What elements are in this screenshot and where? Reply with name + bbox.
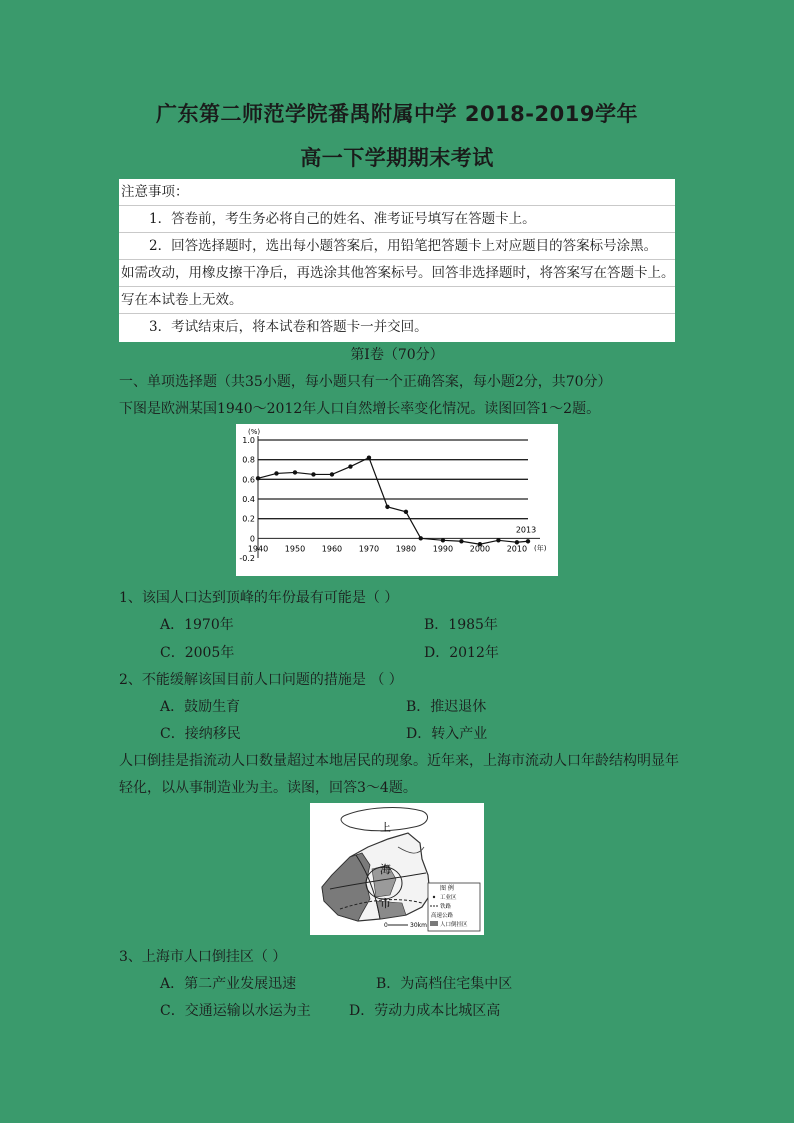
q1-option-d: D．2012年 — [424, 645, 499, 661]
x-tick-label: 1980 — [395, 544, 417, 554]
y-axis-label: (%) — [248, 428, 261, 436]
data-point — [348, 464, 352, 468]
map-intro-line2: 轻化，以从事制造业为主。读图，回答3～4题。 — [119, 780, 417, 796]
x-tick-label: 1950 — [284, 544, 306, 554]
map-intro-line1: 人口倒挂是指流动人口数量超过本地居民的现象。近年来，上海市流动人口年龄结构明显年 — [119, 753, 679, 769]
notice-row — [119, 314, 675, 341]
scale-zero: 0 — [384, 922, 388, 929]
y-tick-label: 0 — [249, 534, 255, 544]
map-char-hai: 海 — [380, 863, 391, 876]
legend-highway: 高速公路 — [431, 913, 454, 919]
exam-title-line2: 高一下学期期末考试 — [300, 146, 494, 170]
data-point — [311, 472, 315, 476]
chart-intro: 下图是欧洲某国1940～2012年人口自然增长率变化情况。读图回答1～2题。 — [119, 401, 601, 417]
data-point — [496, 538, 500, 542]
population-growth-chart — [236, 424, 558, 576]
data-point — [330, 472, 334, 476]
q3-option-b: B．为高档住宅集中区 — [376, 976, 513, 992]
x-axis-label: (年) — [534, 544, 547, 553]
legend-inverted: 人口倒挂区 — [440, 922, 468, 928]
notice-row — [119, 179, 675, 206]
q3-option-d: D．劳动力成本比城区高 — [349, 1003, 501, 1019]
map-char-shi: 市 — [380, 897, 391, 910]
legend-railway: 铁路 — [440, 904, 452, 910]
notice-box — [119, 179, 675, 342]
notice-row — [119, 260, 675, 287]
inverted-area-west — [322, 853, 370, 921]
notice-row — [119, 206, 675, 233]
data-point — [293, 470, 297, 474]
chart-annotation: 2013 — [515, 525, 537, 535]
q3-option-a: A．第二产业发展迅速 — [160, 976, 297, 992]
y-tick-label: 0.6 — [242, 475, 255, 485]
notice-item-3: 3．考试结束后，将本试卷和答题卡一并交回。 — [149, 319, 428, 335]
notice-heading: 注意事项： — [121, 184, 189, 200]
chart-svg — [236, 424, 558, 576]
q1-stem: 1、该国人口达到顶峰的年份最有可能是（ ） — [119, 590, 399, 606]
data-point — [274, 471, 278, 475]
shanghai-map — [310, 803, 484, 935]
q1-option-b: B．1985年 — [424, 617, 498, 633]
data-point — [385, 505, 389, 509]
notice-item-1: 1．答卷前，考生务必将自己的姓名、准考证号填写在答题卡上。 — [149, 211, 536, 227]
x-tick-label: 2000 — [469, 544, 491, 554]
scale-label: 30km — [410, 922, 427, 929]
data-point — [441, 538, 445, 542]
map-svg — [310, 803, 484, 935]
x-tick-label: 1970 — [358, 544, 380, 554]
data-point — [367, 456, 371, 460]
map-char-shang: 上 — [380, 821, 391, 834]
data-point — [419, 536, 423, 540]
q2-option-b: B．推迟退休 — [406, 699, 487, 715]
q3-stem: 3、上海市人口倒挂区（ ） — [119, 949, 287, 965]
data-point — [256, 476, 260, 480]
notice-item-2-line2: 如需改动，用橡皮擦干净后，再选涂其他答案标号。回答非选择题时，将答案写在答题卡上。 — [121, 265, 675, 281]
q1-option-c: C．2005年 — [160, 645, 235, 661]
x-tick-label: 2010 — [506, 544, 528, 554]
y-tick-label: 0.2 — [242, 514, 255, 524]
volume-heading: 第Ⅰ卷（70分） — [350, 347, 444, 363]
notice-item-2-line1: 2．回答选择题时，选出每小题答案后，用铅笔把答题卡上对应题目的答案标号涂黑。 — [149, 238, 658, 254]
x-tick-label: 1940 — [247, 544, 269, 554]
notice-row — [119, 233, 675, 260]
legend-title: 图 例 — [440, 885, 454, 892]
legend-industry: 工业区 — [440, 895, 457, 901]
legend-industry-symbol — [433, 896, 435, 898]
legend-inverted-symbol — [430, 921, 438, 926]
x-tick-label: 1990 — [432, 544, 454, 554]
data-point — [404, 510, 408, 514]
q3-option-c: C．交通运输以水运为主 — [160, 1003, 311, 1019]
q2-option-a: A．鼓励生育 — [160, 699, 241, 715]
notice-row — [119, 287, 675, 314]
q2-option-d: D．转入产业 — [406, 726, 488, 742]
y-tick-label: 0.8 — [242, 455, 255, 465]
exam-title-line1: 广东第二师范学院番禺附属中学 2018-2019学年 — [156, 102, 638, 126]
y-tick-label: 0.4 — [242, 495, 255, 504]
q2-stem: 2、不能缓解该国目前人口问题的措施是 （ ） — [119, 672, 403, 688]
x-tick-label: 1960 — [321, 544, 343, 554]
notice-item-2-line3: 写在本试卷上无效。 — [121, 292, 243, 308]
q2-option-c: C．接纳移民 — [160, 726, 241, 742]
y-tick-label: 1.0 — [242, 436, 255, 445]
data-point — [459, 539, 463, 543]
y-tick-label: -0.2 — [239, 554, 255, 563]
q1-option-a: A．1970年 — [160, 617, 234, 633]
data-point — [526, 539, 530, 543]
series-line — [258, 458, 528, 545]
part1-heading: 一、单项选择题（共35小题，每小题只有一个正确答案，每小题2分，共70分） — [119, 374, 612, 390]
